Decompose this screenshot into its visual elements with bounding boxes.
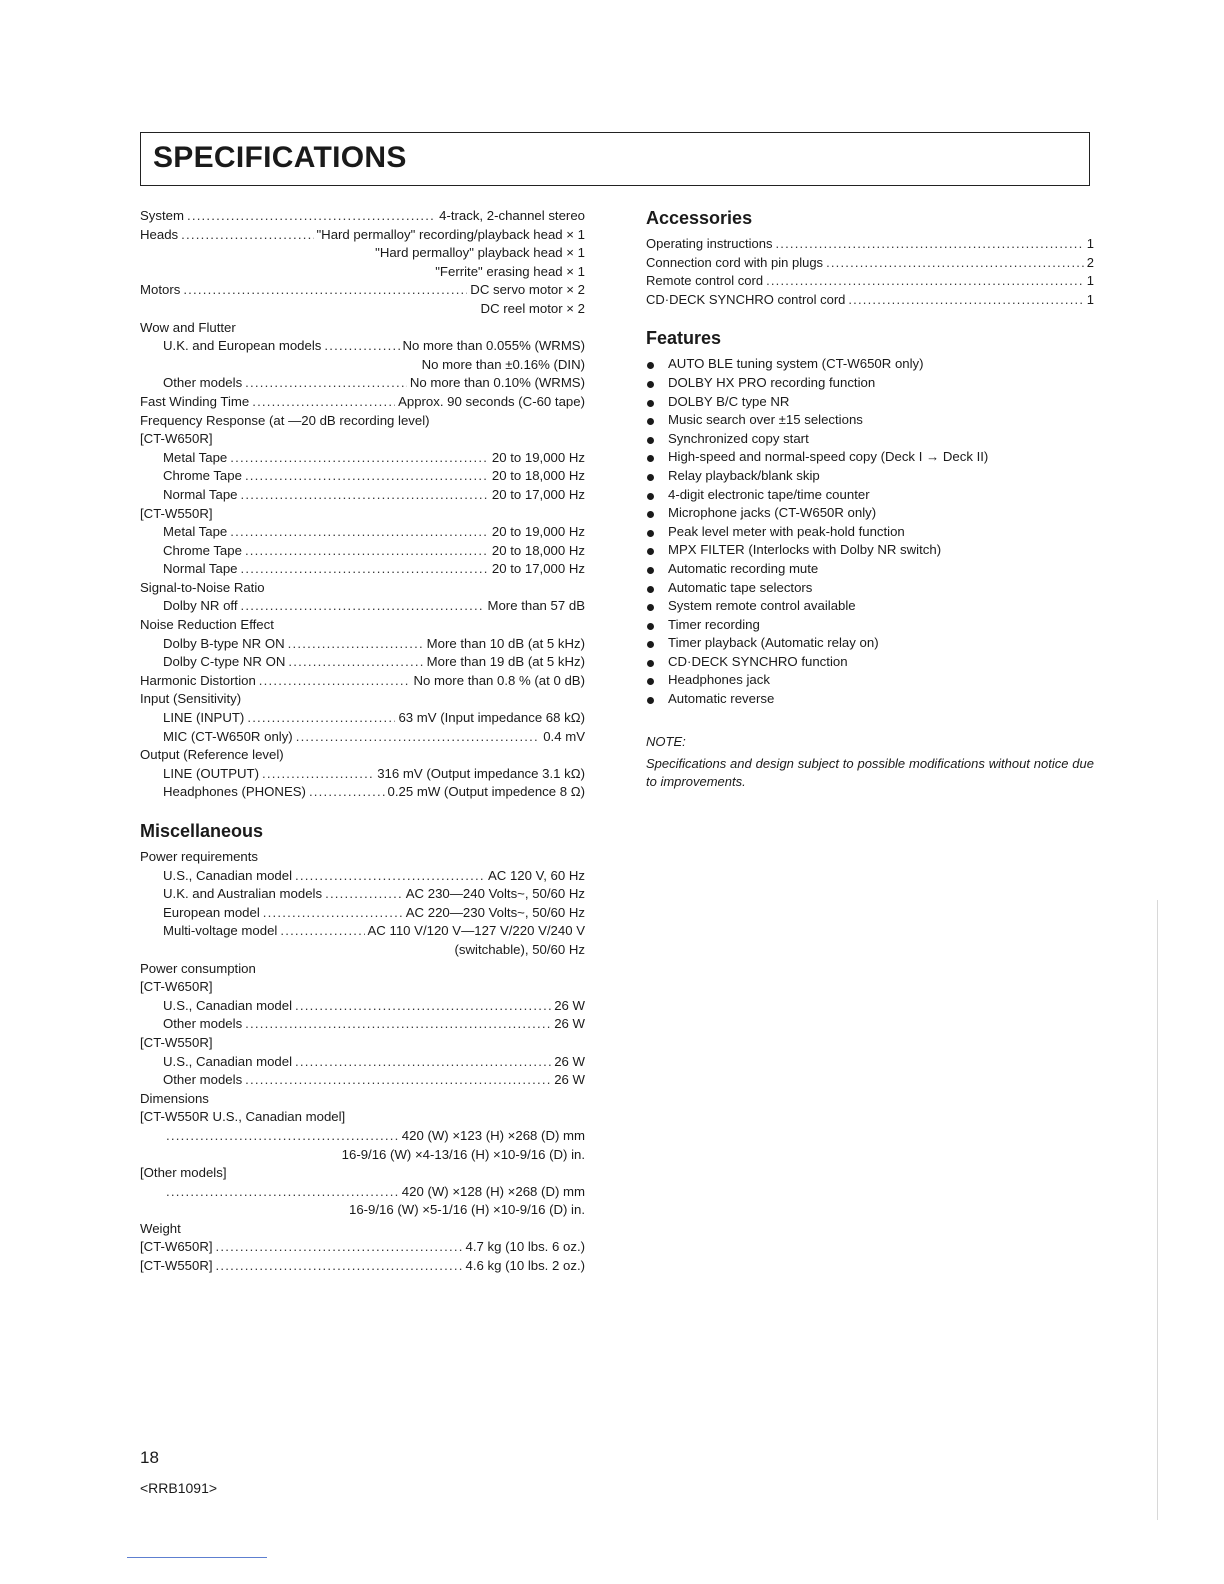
spec-value-continued: 16-9/16 (W) ×4-13/16 (H) ×10-9/16 (D) in. <box>341 1146 585 1162</box>
spec-row <box>140 1184 585 1203</box>
feature-text: Relay playback/blank skip <box>668 467 820 483</box>
spec-group-label: Output (Reference level) <box>140 747 284 763</box>
spec-label: U.S., Canadian model <box>163 997 293 1013</box>
feature-text: Automatic recording mute <box>668 560 819 576</box>
spec-label: Normal Tape <box>163 561 238 577</box>
bottom-rule <box>127 1557 267 1558</box>
spec-value: 0.25 mW (Output impedence 8 Ω) <box>387 784 585 800</box>
feature-text: AUTO BLE tuning system (CT-W650R only) <box>668 356 924 372</box>
feature-item <box>646 394 1094 413</box>
spec-row <box>140 468 585 487</box>
spec-value-continued: No more than ±0.16% (DIN) <box>421 356 585 372</box>
spec-group-label: Frequency Response (at —20 dB recording level) <box>140 412 430 428</box>
spec-value: 20 to 17,000 Hz <box>491 486 585 502</box>
feature-item <box>646 505 1094 524</box>
accessory-row <box>646 236 1094 255</box>
spec-row <box>140 961 585 980</box>
accessories-list <box>646 236 1094 310</box>
dot-leader <box>230 450 489 465</box>
spec-value-continued: "Hard permalloy" playback head × 1 <box>375 245 585 261</box>
spec-row <box>140 636 585 655</box>
feature-text: Music search over ±15 selections <box>668 412 863 428</box>
feature-item <box>646 375 1094 394</box>
spec-value-continued: "Ferrite" erasing head × 1 <box>435 263 585 279</box>
accessory-row <box>646 255 1094 274</box>
spec-label: Dolby C-type NR ON <box>163 654 286 670</box>
bullet-icon <box>647 604 654 611</box>
dot-leader <box>295 868 485 883</box>
spec-group-label: [CT-W650R] <box>140 979 213 995</box>
feature-text: Timer playback (Automatic relay on) <box>668 635 879 651</box>
bullet-icon <box>647 400 654 407</box>
feature-item <box>646 542 1094 561</box>
spec-label: [CT-W550R] <box>140 1258 213 1274</box>
spec-value: No more than 0.8 % (at 0 dB) <box>413 672 585 688</box>
spec-row <box>140 561 585 580</box>
spec-value: AC 220—230 Volts~, 50/60 Hz <box>405 904 585 920</box>
spec-row <box>140 979 585 998</box>
bullet-icon <box>647 567 654 574</box>
spec-value: 20 to 19,000 Hz <box>491 449 585 465</box>
spec-value: 420 (W) ×123 (H) ×268 (D) mm <box>401 1127 585 1143</box>
spec-row <box>140 1128 585 1147</box>
feature-item <box>646 654 1094 673</box>
spec-label: Metal Tape <box>163 449 228 465</box>
dot-leader <box>216 1239 463 1254</box>
feature-item <box>646 431 1094 450</box>
feature-item <box>646 524 1094 543</box>
spec-value: 20 to 18,000 Hz <box>491 542 585 558</box>
feature-text: 4-digit electronic tape/time counter <box>668 486 870 502</box>
dot-leader <box>252 394 395 409</box>
accessory-quantity: 2 <box>1086 254 1094 270</box>
spec-row <box>140 450 585 469</box>
spec-row <box>140 1165 585 1184</box>
spec-label: Metal Tape <box>163 524 228 540</box>
bullet-icon <box>647 474 654 481</box>
dot-leader <box>166 1184 399 1199</box>
feature-text: High-speed and normal-speed copy (Deck I → Deck II) <box>668 449 989 465</box>
title-box <box>140 132 1090 186</box>
spec-row <box>140 580 585 599</box>
bullet-icon <box>647 418 654 425</box>
spec-value: AC 110 V/120 V—127 V/220 V/240 V <box>367 923 585 939</box>
feature-item <box>646 691 1094 710</box>
spec-label: Fast Winding Time <box>140 393 250 409</box>
spec-row <box>140 208 585 227</box>
spec-label: U.K. and Australian models <box>163 886 323 902</box>
bullet-icon <box>647 623 654 630</box>
spec-row <box>140 1221 585 1240</box>
accessory-quantity: 1 <box>1086 291 1094 307</box>
dot-leader <box>295 998 551 1013</box>
spec-label: Motors <box>140 282 181 298</box>
spec-label: Other models <box>163 1016 243 1032</box>
feature-item <box>646 487 1094 506</box>
bullet-icon <box>647 641 654 648</box>
spec-group-label: Power requirements <box>140 849 259 864</box>
feature-text: Timer recording <box>668 616 760 632</box>
bullet-icon <box>647 362 654 369</box>
spec-value: 63 mV (Input impedance 68 kΩ) <box>398 710 585 726</box>
spec-row <box>140 320 585 339</box>
spec-row <box>140 710 585 729</box>
spec-value: AC 120 V, 60 Hz <box>487 867 585 883</box>
bullet-icon <box>647 493 654 500</box>
spec-value: AC 230—240 Volts~, 50/60 Hz <box>405 886 585 902</box>
dot-leader <box>848 292 1083 307</box>
spec-row <box>140 1072 585 1091</box>
bullet-icon <box>647 678 654 685</box>
specs-list <box>140 208 585 803</box>
spec-group-label: [CT-W650R] <box>140 431 213 447</box>
dot-leader <box>166 1128 399 1143</box>
spec-row <box>140 338 585 357</box>
spec-row <box>140 1202 585 1221</box>
dot-leader <box>183 282 467 297</box>
spec-row <box>140 654 585 673</box>
spec-value: 26 W <box>554 1016 585 1032</box>
bullet-icon <box>647 697 654 704</box>
spec-row <box>140 673 585 692</box>
spec-row <box>140 905 585 924</box>
spec-row <box>140 506 585 525</box>
spec-row <box>140 487 585 506</box>
feature-item <box>646 412 1094 431</box>
spec-value: 26 W <box>554 997 585 1013</box>
note-label: NOTE: <box>646 733 686 749</box>
dot-leader <box>245 1016 551 1031</box>
note-text: Specifications and design subject to possible modifications without notice due to improvements. <box>646 755 1094 790</box>
bullet-icon <box>647 511 654 518</box>
spec-label: System <box>140 208 184 223</box>
feature-item <box>646 617 1094 636</box>
spec-value: 26 W <box>554 1053 585 1069</box>
spec-label: Chrome Tape <box>163 542 242 558</box>
spec-row <box>140 617 585 636</box>
features-list <box>646 356 1094 709</box>
bullet-icon <box>647 548 654 555</box>
accessory-row <box>646 292 1094 311</box>
accessory-row <box>646 273 1094 292</box>
bullet-icon <box>647 455 654 462</box>
spec-row <box>140 729 585 748</box>
feature-text: System remote control available <box>668 598 856 614</box>
spec-value: 420 (W) ×128 (H) ×268 (D) mm <box>401 1183 585 1199</box>
spec-row <box>140 1109 585 1128</box>
spec-label: LINE (INPUT) <box>163 710 245 726</box>
dot-leader <box>280 923 364 938</box>
spec-row <box>140 394 585 413</box>
accessory-label: CD·DECK SYNCHRO control cord <box>646 291 846 307</box>
spec-row <box>140 375 585 394</box>
spec-group-label: Dimensions <box>140 1090 209 1106</box>
spec-row <box>140 227 585 246</box>
spec-label: LINE (OUTPUT) <box>163 765 259 781</box>
spec-value: Approx. 90 seconds (C-60 tape) <box>398 393 585 409</box>
spec-row <box>140 784 585 803</box>
spec-row <box>140 1091 585 1110</box>
spec-value: "Hard permalloy" recording/playback head × 1 <box>316 226 585 242</box>
misc-list <box>140 849 585 1277</box>
dot-leader <box>245 468 489 483</box>
spec-row <box>140 1054 585 1073</box>
dot-leader <box>245 375 407 390</box>
dot-leader <box>259 673 411 688</box>
spec-value-continued: (switchable), 50/60 Hz <box>454 941 585 957</box>
spec-row <box>140 301 585 320</box>
spec-label: European model <box>163 904 260 920</box>
spec-label: U.S., Canadian model <box>163 867 293 883</box>
feature-item <box>646 672 1094 691</box>
dot-leader <box>288 654 423 669</box>
spec-row <box>140 1035 585 1054</box>
scan-edge-line <box>1157 900 1158 1520</box>
spec-group-label: Noise Reduction Effect <box>140 617 274 633</box>
spec-value: 316 mV (Output impedance 3.1 kΩ) <box>377 765 585 781</box>
dot-leader <box>296 729 541 744</box>
feature-text: Automatic reverse <box>668 691 775 707</box>
misc-heading: Miscellaneous <box>140 821 264 841</box>
dot-leader <box>241 561 489 576</box>
dot-leader <box>775 236 1083 251</box>
spec-value: No more than 0.055% (WRMS) <box>402 338 585 354</box>
accessory-label: Connection cord with pin plugs <box>646 254 824 270</box>
spec-row <box>140 431 585 450</box>
dot-leader <box>230 524 489 539</box>
spec-value: No more than 0.10% (WRMS) <box>409 375 585 391</box>
feature-item <box>646 356 1094 375</box>
feature-text: Peak level meter with peak-hold function <box>668 523 905 539</box>
spec-label: Harmonic Distortion <box>140 672 256 688</box>
spec-row <box>140 923 585 942</box>
spec-row <box>140 691 585 710</box>
page-title: SPECIFICATIONS <box>153 141 407 174</box>
spec-label: [CT-W650R] <box>140 1239 213 1255</box>
dot-leader <box>766 273 1084 288</box>
feature-item <box>646 468 1094 487</box>
feature-item <box>646 580 1094 599</box>
dot-leader <box>325 886 403 901</box>
spec-group-label: Wow and Flutter <box>140 319 236 335</box>
spec-row <box>140 942 585 961</box>
dot-leader <box>295 1054 551 1069</box>
spec-row <box>140 357 585 376</box>
spec-row <box>140 543 585 562</box>
dot-leader <box>309 784 385 799</box>
spec-row <box>140 598 585 617</box>
spec-value: 20 to 19,000 Hz <box>491 524 585 540</box>
spec-row <box>140 264 585 283</box>
spec-row <box>140 524 585 543</box>
accessory-label: Operating instructions <box>646 236 773 251</box>
spec-value: 20 to 18,000 Hz <box>491 468 585 484</box>
spec-label: Heads <box>140 226 179 242</box>
spec-label: Other models <box>163 375 243 391</box>
dot-leader <box>181 227 313 242</box>
spec-row <box>140 868 585 887</box>
bullet-icon <box>647 530 654 537</box>
dot-leader <box>247 710 395 725</box>
bullet-icon <box>647 437 654 444</box>
spec-value: 0.4 mV <box>543 728 585 744</box>
spec-group-label: Weight <box>140 1220 181 1236</box>
left-column <box>140 208 585 1277</box>
spec-label: Dolby NR off <box>163 598 238 614</box>
spec-row <box>140 1147 585 1166</box>
spec-row <box>140 998 585 1017</box>
feature-text: CD·DECK SYNCHRO function <box>668 653 848 669</box>
spec-value: More than 19 dB (at 5 kHz) <box>426 654 585 670</box>
spec-row <box>140 245 585 264</box>
spec-label: Other models <box>163 1072 243 1088</box>
dot-leader <box>262 766 374 781</box>
dot-leader <box>324 338 399 353</box>
feature-text: DOLBY HX PRO recording function <box>668 374 876 390</box>
accessory-quantity: 1 <box>1086 273 1094 289</box>
spec-row <box>140 1258 585 1277</box>
dot-leader <box>187 208 436 223</box>
page-number: 18 <box>140 1448 159 1467</box>
right-column <box>646 208 1094 792</box>
feature-text: DOLBY B/C type NR <box>668 393 790 409</box>
spec-label: Headphones (PHONES) <box>163 784 306 800</box>
spec-value-continued: 16-9/16 (W) ×5-1/16 (H) ×10-9/16 (D) in. <box>348 1202 585 1218</box>
spec-label: U.K. and European models <box>163 338 322 354</box>
spec-value: More than 10 dB (at 5 kHz) <box>426 635 585 651</box>
bullet-icon <box>647 586 654 593</box>
spec-value: 20 to 17,000 Hz <box>491 561 585 577</box>
feature-item <box>646 635 1094 654</box>
feature-item <box>646 561 1094 580</box>
spec-row <box>140 413 585 432</box>
spec-label: Dolby B-type NR ON <box>163 635 285 651</box>
spec-value: 4.6 kg (10 lbs. 2 oz.) <box>465 1258 585 1274</box>
spec-label: Normal Tape <box>163 486 238 502</box>
features-heading: Features <box>646 328 722 349</box>
spec-row <box>140 849 585 868</box>
spec-group-label: [Other models] <box>140 1165 227 1181</box>
dot-leader <box>241 487 489 502</box>
dot-leader <box>245 543 489 558</box>
feature-text: Headphones jack <box>668 672 770 688</box>
spec-group-label: Input (Sensitivity) <box>140 691 242 707</box>
spec-value-continued: DC reel motor × 2 <box>480 300 585 316</box>
spec-group-label: Signal-to-Noise Ratio <box>140 579 265 595</box>
spec-label: Chrome Tape <box>163 468 242 484</box>
spec-value: 4-track, 2-channel stereo <box>439 208 585 223</box>
spec-label: MIC (CT-W650R only) <box>163 728 293 744</box>
accessory-label: Remote control cord <box>646 273 764 289</box>
feature-text: Synchronized copy start <box>668 430 809 446</box>
accessories-heading: Accessories <box>646 208 753 228</box>
feature-text: MPX FILTER (Interlocks with Dolby NR switch) <box>668 542 942 558</box>
spec-row <box>140 766 585 785</box>
spec-row <box>140 886 585 905</box>
document-code: <RRB1091> <box>140 1480 218 1496</box>
feature-text: Automatic tape selectors <box>668 579 813 595</box>
bullet-icon <box>647 381 654 388</box>
dot-leader <box>241 598 485 613</box>
spec-value: 4.7 kg (10 lbs. 6 oz.) <box>465 1239 585 1255</box>
feature-item <box>646 449 1094 468</box>
spec-value: DC servo motor × 2 <box>470 282 585 298</box>
spec-row <box>140 1016 585 1035</box>
dot-leader <box>216 1258 463 1273</box>
spec-group-label: [CT-W550R U.S., Canadian model] <box>140 1109 346 1125</box>
spec-row <box>140 282 585 301</box>
spec-value: 26 W <box>554 1072 585 1088</box>
spec-group-label: Power consumption <box>140 960 256 976</box>
spec-row <box>140 747 585 766</box>
spec-row <box>140 1239 585 1258</box>
feature-item <box>646 598 1094 617</box>
spec-label: Multi-voltage model <box>163 923 278 939</box>
dot-leader <box>288 636 424 651</box>
spec-group-label: [CT-W550R] <box>140 505 213 521</box>
spec-value: More than 57 dB <box>487 598 585 614</box>
dot-leader <box>245 1072 551 1087</box>
bullet-icon <box>647 660 654 667</box>
dot-leader <box>263 905 403 920</box>
spec-group-label: [CT-W550R] <box>140 1034 213 1050</box>
feature-text: Microphone jacks (CT-W650R only) <box>668 505 877 521</box>
dot-leader <box>826 255 1084 270</box>
accessory-quantity: 1 <box>1086 236 1094 251</box>
spec-label: U.S., Canadian model <box>163 1053 293 1069</box>
